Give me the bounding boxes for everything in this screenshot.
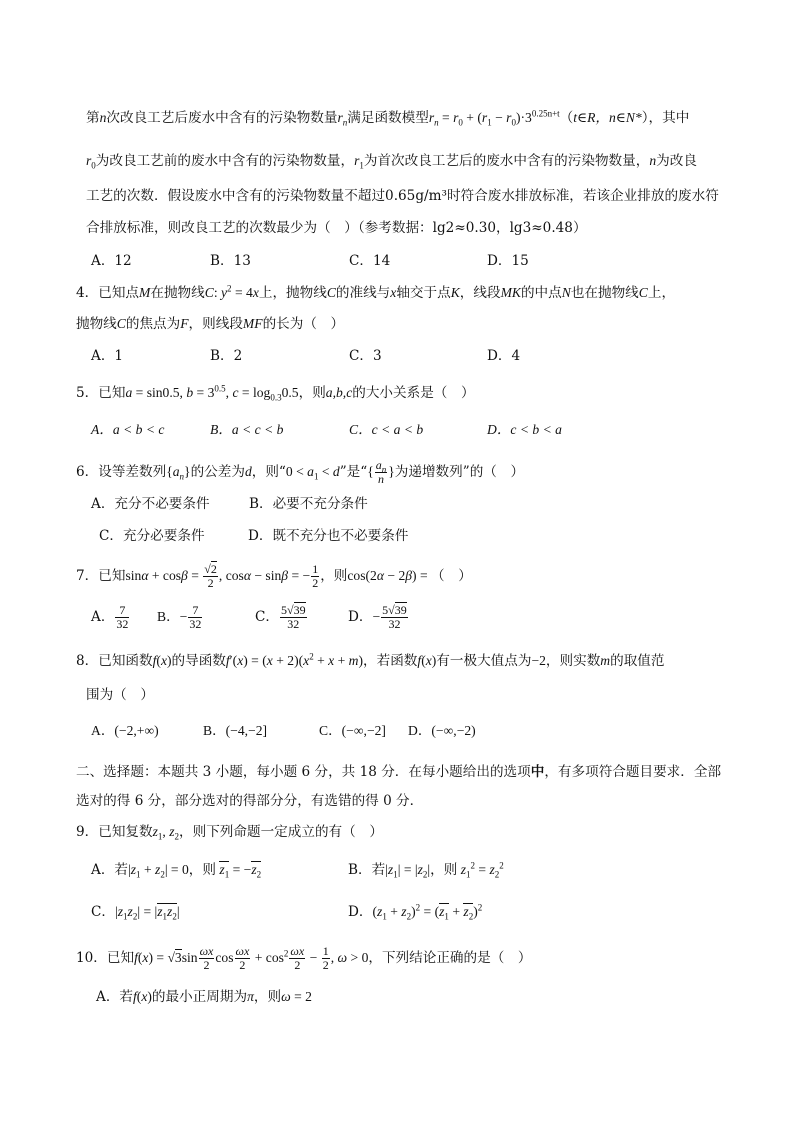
q3-line3: 工艺的次数．假设废水中含有的污染物数量不超过0.65g/m³时符合废水排放标准，若该企业排放的废水符 — [86, 188, 719, 204]
q5-stem: 5．已知a = sin0.5, $b = 3^{0.5}$, $c = \log_{0.3}0.5$，则a,b,c的大小关系是（ ） — [76, 383, 475, 403]
q6-stem: 6．设等差数列$\{a_n\}$的公差为d，则“$0 < a_1 < d$”是“{ $\frac{a_n}{n}$ }为递增数列”的（ ） — [76, 458, 525, 486]
q3-line1: 第n次改良工艺后废水中含有的污染物数量$r_n$满足函数模型$r_n = r_0 + (r_1$ − $r_0)\cdot 3^{0.25n+t}(t\in R$，n∈N*），其中 — [86, 108, 690, 128]
q3-option-b: B．13 — [210, 253, 251, 269]
q7-stem: 7．已知sinα + cosβ = $\frac{√2}{2}$ , cosα − sinβ = − $\frac{1}{2}$ ，则cos(2α − 2β) = （ ） — [76, 562, 472, 590]
q8-option-a: A．(−2,+∞) — [91, 723, 159, 738]
q5-option-c: C．c < a < b — [349, 422, 424, 437]
q3-line2: $r_0$为改良工艺前的废水中含有的污染物数量，$r_1$为首次改良工艺后的废水中含有的污染物数量，n为改良 — [86, 153, 697, 171]
q7-option-b: B．− $\frac{7}{32}$ — [157, 603, 202, 631]
q8-option-b: B．(−4,−2] — [203, 723, 268, 738]
q6-option-c: C．充分必要条件 — [99, 528, 205, 544]
q7-option-c: C． $\frac{5√39}{32}$ — [255, 603, 306, 631]
q10-option-a: A．若f(x)的最小正周期为π，则ω = 2 — [96, 989, 312, 1005]
q6-option-d: D．既不充分也不必要条件 — [248, 528, 409, 544]
q7-option-a: A． $\frac{7}{32}$ — [91, 603, 129, 631]
q4-option-b: B．2 — [210, 348, 243, 364]
q9-stem: 9．已知复数$z_1$, $z_2$，则下列命题一定成立的有（ ） — [76, 824, 383, 842]
q7-option-d: D．− $\frac{5√39}{32}$ — [348, 603, 407, 631]
q5-option-b: B．a < c < b — [210, 422, 284, 437]
q4-option-a: A．1 — [91, 348, 124, 364]
q9-option-c: C．$|z_1z_2| = |z_1z_2|$ — [91, 904, 180, 922]
q3-option-a: A．12 — [91, 253, 132, 269]
q10-stem: 10．已知f(x) = √3sin $\frac{\omega x}{2}$ cos $\frac{\omega x}{2}$ + $\cos^2$ $\frac{\omega x}{2}$ − $\frac{1}{2}$ , ω > 0，下列结论正确的是（ ） — [76, 944, 532, 972]
q9-option-d: D．$(z_1 + z_2)^2 = (z_1 + z_2)^2$ — [348, 902, 483, 922]
q8-option-c: C．(−∞,−2] — [319, 723, 386, 738]
q4-line1: 4．已知点M在抛物线C: $y^2 = 4x$上，抛物线C的准线与x轴交于点K，线段MK的中点N也在抛物线C上， — [76, 283, 676, 301]
q3-option-c: C．14 — [349, 253, 391, 269]
q5-option-a: A．a < b < c — [91, 422, 165, 437]
q3-line4: 合排放标准，则改良工艺的次数最少为（ ）（参考数据：lg2≈0.30，lg3≈0.48） — [86, 220, 587, 236]
q9-option-a: A．若$|z_1 + z_2| = 0$，则 $z_1 = -z_2$ — [91, 862, 262, 880]
section2-line2: 选对的得 6 分，部分选对的得部分分，有选错的得 0 分． — [76, 793, 424, 809]
q6-option-b: B．必要不充分条件 — [249, 496, 368, 512]
q9-option-b: B．若$|z_1| = |z_2|$，则 $z_1^2 = z_2^2$ — [348, 860, 504, 880]
q8-line2: 围为（ ） — [86, 687, 154, 703]
section2-line1: 二、选择题：本题共 3 小题，每小题 6 分，共 18 分．在每小题给出的选项中，有多项符合题目要求．全部 — [76, 764, 722, 780]
q8-option-d: D．(−∞,−2) — [408, 723, 476, 738]
q8-line1: 8．已知函数f(x)的导函数$f'(x) = (x + 2)(x^2 + x + m)$，若函数f(x)有一极大值点为−2，则实数m的取值范 — [76, 651, 665, 669]
q5-option-d: D．c < b < a — [487, 422, 562, 437]
q4-option-c: C．3 — [349, 348, 382, 364]
q3-option-d: D．15 — [487, 253, 529, 269]
q6-option-a: A．充分不必要条件 — [91, 496, 210, 512]
q4-option-d: D．4 — [487, 348, 521, 364]
q4-line2: 抛物线C的焦点为F，则线段MF的长为（ ） — [76, 316, 345, 332]
